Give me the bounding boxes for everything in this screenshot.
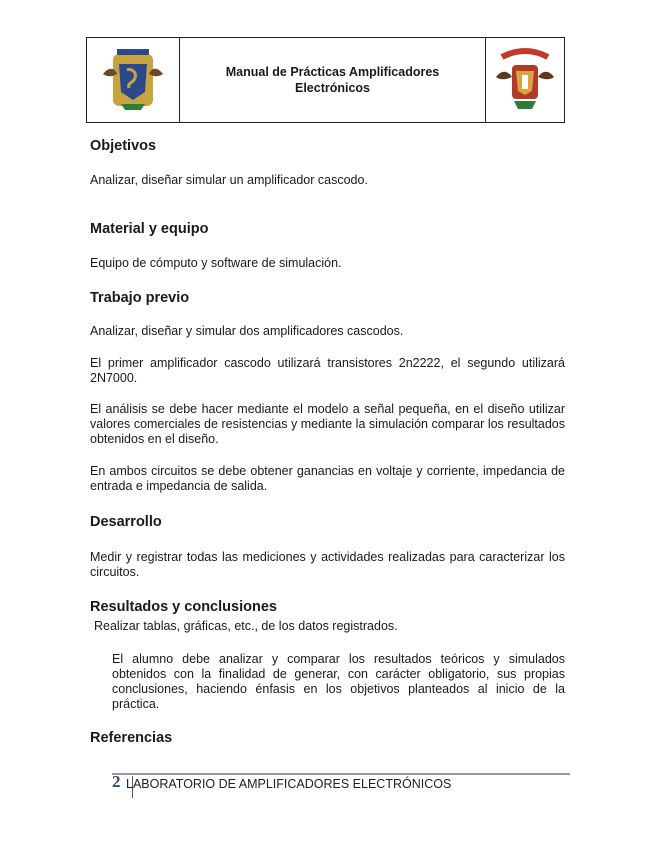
heading-resultados: Resultados y conclusiones: [90, 599, 277, 615]
footer-text: LABORATORIO DE AMPLIFICADORES ELECTRÓNICOS: [126, 777, 452, 791]
footer-divider: [112, 773, 570, 775]
desarrollo-text: Medir y registrar todas las mediciones y actividades realizadas para caracterizar los circuitos.: [90, 550, 565, 579]
document-title: [180, 38, 485, 122]
trabajo-text-3: El análisis se debe hacer mediante el modelo a señal pequeña, en el diseño utilizar valores comerciales de resistencias y mediante la simulación comparar los resultados obtenidos en el diseño.: [90, 402, 565, 446]
title-line-1: Manual de Prácticas Amplificadores: [225, 65, 440, 79]
heading-objetivos: Objetivos: [90, 138, 157, 154]
heading-material: Material y equipo: [90, 221, 209, 237]
heading-desarrollo: Desarrollo: [90, 514, 162, 530]
resultados-text-2: El alumno debe analizar y comparar los resultados teóricos y simulados obtenidos con la finalidad de generar, con carácter obligatorio, sus propias conclusiones, haciendo énfasis en los objetivos planteados al inicio de la práctica.: [112, 652, 565, 711]
trabajo-text-1: Analizar, diseñar y simular dos amplificadores cascodos.: [90, 324, 404, 338]
heading-referencias: Referencias: [90, 730, 173, 746]
unam-logo: [87, 38, 180, 122]
ingenieria-logo: [485, 38, 564, 122]
page-number: 2: [112, 772, 121, 791]
objetivos-text: Analizar, diseñar simular un amplificador cascodo.: [90, 173, 368, 187]
trabajo-text-2: El primer amplificador cascodo utilizará transistores 2n2222, el segundo utilizará 2N7000.: [90, 356, 565, 385]
ingenieria-crest-icon: [492, 43, 558, 117]
material-text: Equipo de cómputo y software de simulación.: [90, 256, 342, 270]
unam-crest-icon: [97, 44, 169, 116]
heading-trabajo: Trabajo previo: [90, 290, 190, 306]
resultados-text-1: Realizar tablas, gráficas, etc., de los datos registrados.: [94, 619, 398, 633]
page-header: [86, 37, 565, 123]
trabajo-text-4: En ambos circuitos se debe obtener ganancias en voltaje y corriente, impedancia de entrada e impedancia de salida.: [90, 464, 565, 493]
title-line-2: Electrónicos: [294, 81, 371, 95]
